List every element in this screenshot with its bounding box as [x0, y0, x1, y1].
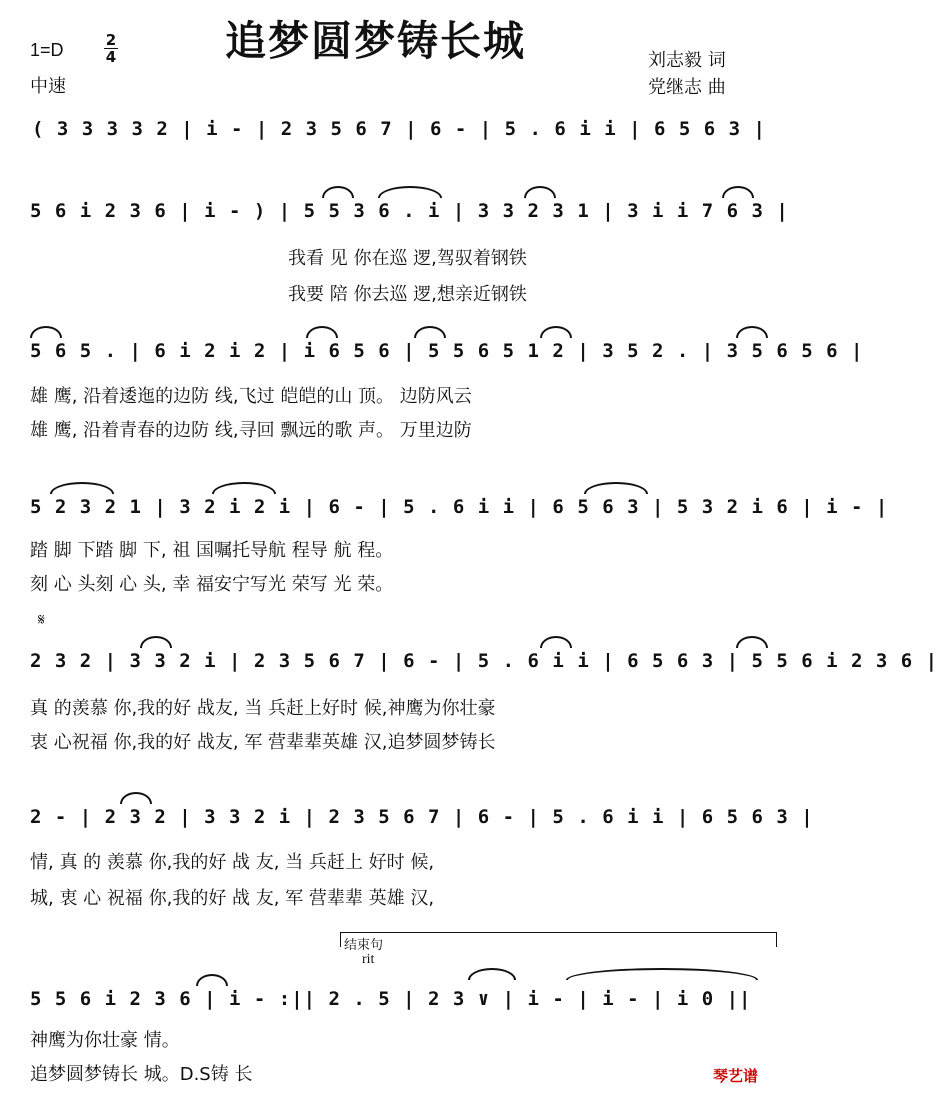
- slur: [722, 186, 754, 198]
- time-bottom: 4: [105, 48, 117, 66]
- notes-line: 5 5 6 i 2 3 6 | i - :|| 2 . 5 | 2 3 ∨ | i - | i - | i 0 ||: [30, 988, 752, 1010]
- slur: [736, 636, 768, 648]
- lyric-line-1: 我看 见 你在巡 逻,驾驭着钢铁: [288, 248, 527, 269]
- slur: [322, 186, 354, 198]
- slur: [414, 326, 446, 338]
- ending-bracket: [340, 932, 777, 947]
- slur: [468, 968, 516, 980]
- lyric-line-2: 衷 心祝福 你,我的好 战友, 军 营辈辈英雄 汉,追梦圆梦铸长: [30, 732, 496, 753]
- slur: [30, 326, 62, 338]
- notes-line: 5 2 3 2 1 | 3 2 i 2 i | 6 - | 5 . 6 i i | 6 5 6 3 | 5 3 2 i 6 | i - |: [30, 496, 889, 518]
- ending-label: 结束句: [344, 938, 384, 953]
- lyric-line-1: 踏 脚 下踏 脚 下, 祖 国嘱托导航 程导 航 程。: [30, 540, 394, 561]
- rit-marking: rit: [362, 952, 375, 967]
- slur: [524, 186, 556, 198]
- song-title: 追梦圆梦铸长城: [225, 17, 526, 65]
- notes-line: 5 6 5 . | 6 i 2 i 2 | i 6 5 6 | 5 5 6 5 1 2 | 3 5 2 . | 3 5 6 5 6 |: [30, 340, 864, 362]
- slur: [736, 326, 768, 338]
- lyric-line-1: 神鹰为你壮豪 情。: [30, 1030, 180, 1051]
- key-signature: 1=D: [30, 40, 64, 60]
- lyricist-credit: 刘志毅 词: [648, 50, 726, 71]
- slur: [196, 974, 228, 986]
- slur: [140, 636, 172, 648]
- slur: [212, 482, 276, 494]
- slur: [120, 792, 152, 804]
- lyric-line-2: 我要 陪 你去巡 逻,想亲近钢铁: [288, 284, 527, 305]
- notes-line: ( 3 3 3 3 2 | i - | 2 3 5 6 7 | 6 - | 5 . 6 i i | 6 5 6 3 |: [32, 118, 766, 140]
- lyric-line-1: 雄 鹰, 沿着逶迤的边防 线,飞过 皑皑的山 顶。 边防风云: [30, 386, 472, 407]
- slur: [566, 968, 758, 980]
- lyric-line-2: 城, 衷 心 祝福 你,我的好 战 友, 军 营辈辈 英雄 汉,: [30, 888, 435, 909]
- slur: [50, 482, 114, 494]
- composer-credit: 党继志 曲: [648, 77, 726, 98]
- slur: [540, 326, 572, 338]
- time-top: 2: [105, 31, 117, 49]
- tempo-marking: 中速: [30, 76, 66, 97]
- segno-sign: 𝄋: [38, 610, 45, 629]
- slur: [306, 326, 338, 338]
- notes-line: 2 3 2 | 3 3 2 i | 2 3 5 6 7 | 6 - | 5 . 6 i i | 6 5 6 3 | 5 5 6 i 2 3 6 |: [30, 650, 938, 672]
- time-signature: [104, 32, 118, 65]
- slur: [584, 482, 648, 494]
- lyric-line-2: 追梦圆梦铸长 城。D.S铸 长: [30, 1064, 253, 1085]
- slur: [540, 636, 572, 648]
- lyric-line-1: 真 的羡慕 你,我的好 战友, 当 兵赶上好时 候,神鹰为你壮豪: [30, 698, 496, 719]
- lyric-line-2: 雄 鹰, 沿着青春的边防 线,寻回 飘远的歌 声。 万里边防: [30, 420, 472, 441]
- slur: [378, 186, 442, 198]
- lyric-line-2: 刻 心 头刻 心 头, 幸 福安宁写光 荣写 光 荣。: [30, 574, 394, 595]
- notes-line: 2 - | 2 3 2 | 3 3 2 i | 2 3 5 6 7 | 6 - | 5 . 6 i i | 6 5 6 3 |: [30, 806, 814, 828]
- watermark-logo: 琴艺谱: [713, 1067, 759, 1085]
- lyric-line-1: 情, 真 的 羡慕 你,我的好 战 友, 当 兵赶上 好时 候,: [30, 852, 435, 873]
- notes-line: 5 6 i 2 3 6 | i - ) | 5 5 3 6 . i | 3 3 2 3 1 | 3 i i 7 6 3 |: [30, 200, 789, 222]
